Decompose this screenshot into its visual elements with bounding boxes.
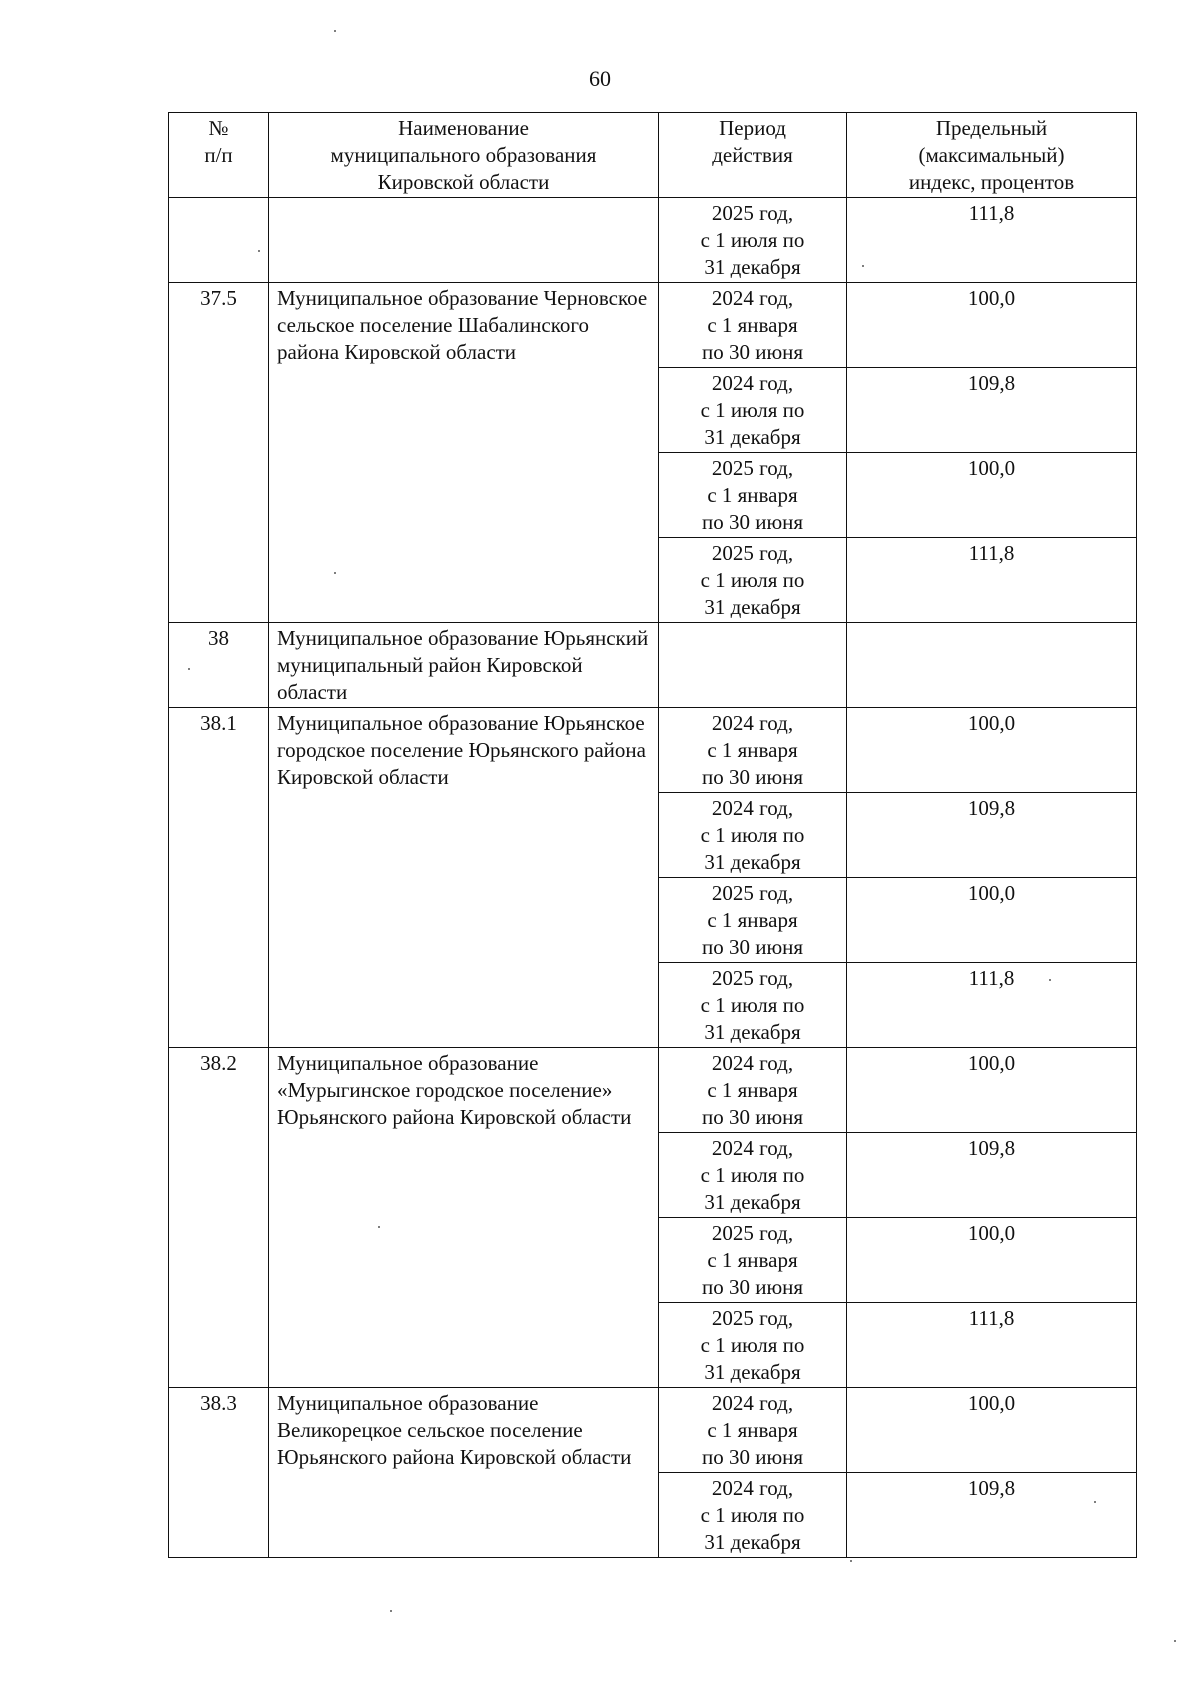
index-cell: 111,8 <box>847 538 1137 623</box>
period-cell: 2025 год, с 1 июля по 31 декабря <box>659 198 847 283</box>
period-cell: 2025 год, с 1 июля по 31 декабря <box>659 1303 847 1388</box>
scan-speck <box>258 250 260 252</box>
index-cell: 109,8 <box>847 793 1137 878</box>
municipality-name-cell: Муниципальное образование Юрьянское городское поселение Юрьянского района Кировской области <box>269 708 659 1048</box>
period-cell: 2024 год, с 1 июля по 31 декабря <box>659 1473 847 1558</box>
table-row <box>169 1048 1137 1133</box>
index-cell: 111,8 <box>847 963 1137 1048</box>
header-num: № п/п <box>169 113 269 198</box>
tariff-index-table <box>168 112 1137 1558</box>
period-cell: 2024 год, с 1 июля по 31 декабря <box>659 368 847 453</box>
header-period: Период действия <box>659 113 847 198</box>
scan-speck <box>1049 979 1051 981</box>
scan-speck <box>334 30 336 32</box>
period-cell: 2025 год, с 1 июля по 31 декабря <box>659 538 847 623</box>
municipality-name-cell: Муниципальное образование Черновское сельское поселение Шабалинского района Кировской области <box>269 283 659 623</box>
table-header <box>169 113 1137 198</box>
period-cell: 2025 год, с 1 января по 30 июня <box>659 1218 847 1303</box>
period-cell: 2024 год, с 1 января по 30 июня <box>659 283 847 368</box>
table-row <box>169 283 1137 368</box>
period-cell: 2024 год, с 1 января по 30 июня <box>659 708 847 793</box>
index-cell: 111,8 <box>847 1303 1137 1388</box>
index-cell <box>847 623 1137 708</box>
header-row <box>169 113 1137 198</box>
index-cell: 100,0 <box>847 1218 1137 1303</box>
index-cell: 100,0 <box>847 283 1137 368</box>
scan-speck <box>334 572 336 574</box>
period-cell: 2025 год, с 1 января по 30 июня <box>659 878 847 963</box>
row-number-cell: 37.5 <box>169 283 269 623</box>
index-cell: 109,8 <box>847 1133 1137 1218</box>
municipality-name-cell: Муниципальное образование Юрьянский муниципальный район Кировской области <box>269 623 659 708</box>
row-number-cell: 38 <box>169 623 269 708</box>
period-cell: 2024 год, с 1 июля по 31 декабря <box>659 793 847 878</box>
municipality-name-cell: Муниципальное образование Великорецкое сельское поселение Юрьянского района Кировской области <box>269 1388 659 1558</box>
index-cell: 111,8 <box>847 198 1137 283</box>
scan-speck <box>378 1226 380 1228</box>
table-row <box>169 623 1137 708</box>
period-cell: 2024 год, с 1 января по 30 июня <box>659 1388 847 1473</box>
index-cell: 100,0 <box>847 1388 1137 1473</box>
scan-speck <box>188 668 190 670</box>
table-row <box>169 1388 1137 1473</box>
period-cell <box>659 623 847 708</box>
row-number-cell: 38.3 <box>169 1388 269 1558</box>
scan-speck <box>1174 1640 1176 1642</box>
table-body <box>169 198 1137 1558</box>
index-cell: 109,8 <box>847 368 1137 453</box>
index-cell: 100,0 <box>847 1048 1137 1133</box>
table-row <box>169 708 1137 793</box>
row-number-cell <box>169 198 269 283</box>
row-number-cell: 38.1 <box>169 708 269 1048</box>
period-cell: 2024 год, с 1 января по 30 июня <box>659 1048 847 1133</box>
index-cell: 100,0 <box>847 708 1137 793</box>
scan-speck <box>850 1560 852 1562</box>
period-cell: 2025 год, с 1 июля по 31 декабря <box>659 963 847 1048</box>
scan-speck <box>1094 1501 1096 1503</box>
municipality-name-cell <box>269 198 659 283</box>
municipality-name-cell: Муниципальное образование «Мурыгинское городское поселение» Юрьянского района Кировской области <box>269 1048 659 1388</box>
scan-speck <box>862 265 864 267</box>
page-number: 60 <box>589 66 611 91</box>
row-number-cell: 38.2 <box>169 1048 269 1388</box>
table-row <box>169 198 1137 283</box>
index-cell: 100,0 <box>847 453 1137 538</box>
index-cell: 109,8 <box>847 1473 1137 1558</box>
header-name: Наименование муниципального образования Кировской области <box>269 113 659 198</box>
header-index: Предельный (максимальный) индекс, процентов <box>847 113 1137 198</box>
scan-speck <box>390 1610 392 1612</box>
index-cell: 100,0 <box>847 878 1137 963</box>
period-cell: 2024 год, с 1 июля по 31 декабря <box>659 1133 847 1218</box>
period-cell: 2025 год, с 1 января по 30 июня <box>659 453 847 538</box>
